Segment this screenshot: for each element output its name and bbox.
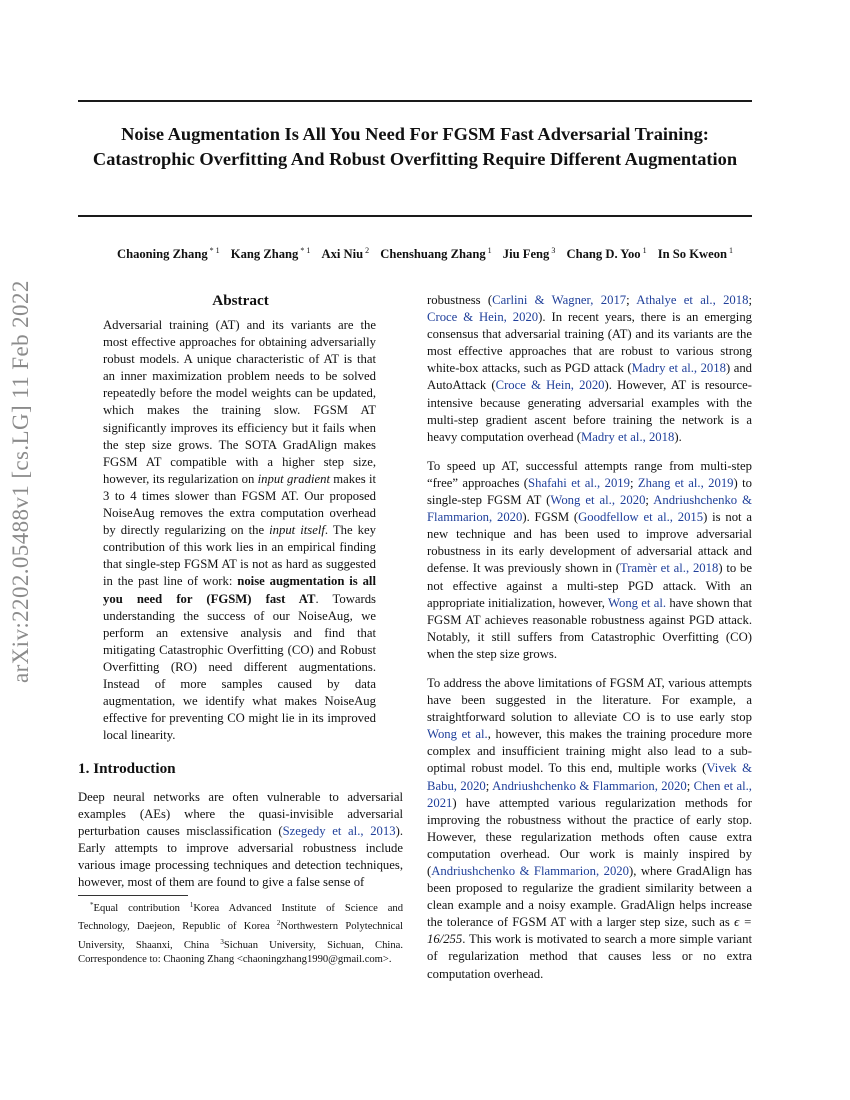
citation-link[interactable]: Andriushchenko & Flammarion, 2020	[427, 493, 753, 525]
title-top-rule	[78, 100, 752, 102]
intro-paragraph: To speed up AT, successful attempts range from multi-step “free” approaches (Shafahi et al., 2019; Zhang et al., 2019) to single-step FGSM AT (Wong et al., 2020; Andriushchenko & Flammarion, 2020). FGSM (Goodfellow et al., 2015) is not a new technique and has been used to improve adversarial robustness in its early development of adversarial attack and defense. It was previously shown in (Tramèr et al., 2018) to be not effective against a multi-step PGD attack. With an appropriate initialization, however, Wong et al. have shown that FGSM AT achieves reasonable robustness against PGD attack. Notably, it still suffers from Catastrophic Overfitting (CO) when the step size grows.	[427, 458, 753, 661]
citation-link[interactable]: Andriushchenko & Flammarion, 2020	[492, 778, 687, 793]
author: Chenshuang Zhang $^1$	[380, 246, 492, 261]
citation-link[interactable]: Athalye et al., 2018	[636, 293, 749, 307]
title-bottom-rule	[78, 215, 752, 217]
citation-link[interactable]: Chen et al., 2021	[427, 778, 752, 810]
citation-link[interactable]: Vivek & Babu, 2020	[427, 761, 752, 793]
author: Axi Niu $^2$	[321, 246, 370, 261]
citation-link[interactable]: Andriushchenko & Flammarion, 2020	[431, 864, 629, 878]
paper-title: Noise Augmentation Is All You Need For FGSM Fast Adversarial Training: Catastrophic Overfitting And Robust Overfitting Require Different Augmentation	[92, 124, 738, 169]
abstract-text: Adversarial training (AT) and its variants are the most effective approaches for obtaining adversarially robust models. A unique characteristic of AT is that an inner maximization problem needs to be solved repeatedly before the model weights can be updated, which makes the training slow. FGSM AT significantly improves its efficiency but it fails when the step size grows. The SOTA GradAlign makes FGSM AT compatible with a higher step size, however, its regularization on input gradient makes it 3 to 4 times slower than FGSM AT. Our proposed NoiseAug removes the extra computation overhead by directly regularizing on the input itself. The key contribution of this work lies in an empirical finding that single-step FGSM AT is not as hard as suggested in the past line of work: noise augmentation is all you need for (FGSM) fast AT. Towards understanding the success of our NoiseAug, we perform an extensive analysis and find that mitigating Catastrophic Overfitting (CO) and Robust Overfitting (RO) need different augmentations. Instead of more samples caused by data augmentation, we identify what makes NoiseAug effective for preventing CO might lie in its improved local linearity.	[103, 318, 376, 743]
author: Jiu Feng $^3$	[502, 246, 556, 261]
citation-link[interactable]: Goodfellow et al., 2015	[578, 510, 704, 525]
citation-link[interactable]: Wong et al.	[427, 727, 488, 742]
citation-link[interactable]: Madry et al., 2018	[631, 361, 726, 376]
author: Chang D. Yoo $^1$	[566, 246, 647, 261]
citation-link[interactable]: Croce & Hein, 2020	[427, 310, 539, 325]
citation-link[interactable]: Shafahi et al., 2019	[528, 475, 630, 490]
intro-paragraph: Deep neural networks are often vulnerable to adversarial examples (AEs) where the quasi-invisible adversarial perturbation causes misclassification (Szegedy et al., 2013). Early attempts to improve adversarial robustness include various image processing techniques and detection techniques, however, most of them are found to give a false sense of	[78, 790, 403, 890]
author: Chaoning Zhang $^{* 1}$	[116, 246, 220, 261]
citation-link[interactable]: Croce & Hein, 2020	[495, 378, 605, 393]
section-heading-introduction: 1. Introduction	[78, 760, 176, 777]
author: Kang Zhang $^{* 1}$	[230, 246, 311, 261]
citation-link[interactable]: Wong et al.	[608, 595, 667, 610]
citation-link[interactable]: Carlini & Wagner, 2017	[492, 293, 627, 307]
footnote-divider	[78, 895, 188, 896]
intro-paragraph: robustness (Carlini & Wagner, 2017; Athalye et al., 2018; Croce & Hein, 2020). In recent years, there is an emerging consensus that adversarial training (AT) and its variants are the most effective approaches that are robust to various strong white-box attacks, such as PGD attack (Madry et al., 2018) and AutoAttack (Croce & Hein, 2020). However, AT is resource-intensive because generating adversarial examples with the multi-step gradient ascent before training the network is a heavy computation overhead (Madry et al., 2018).	[427, 293, 753, 444]
arxiv-identifier-stamp: arXiv:2202.05488v1 [cs.LG] 11 Feb 2022	[8, 280, 33, 683]
author: In So Kweon $^1$	[657, 246, 734, 261]
right-column	[427, 292, 752, 995]
affiliation-footnote: *Equal contribution $^1$Korea Advanced Institute of Science and Technology, Daejeon, Republic of Korea $^2$Northwestern Polytechnical University, Shaanxi, China $^3$Sichuan University, Sichuan, China. Correspondence to: Chaoning Zhang <chaoningzhang1990@gmail.com>.	[78, 901, 404, 966]
step-size-formula: ϵ = 16/255	[427, 915, 752, 947]
citation-link[interactable]: Szegedy et al., 2013	[282, 824, 396, 839]
citation-link[interactable]: Wong et al., 2020	[550, 493, 646, 508]
citation-link[interactable]: Madry et al., 2018	[580, 429, 675, 444]
citation-link[interactable]: Zhang et al., 2019	[637, 475, 734, 490]
author-list	[60, 246, 790, 262]
abstract-heading: Abstract	[212, 292, 269, 309]
citation-link[interactable]: Tramèr et al., 2018	[620, 561, 719, 576]
intro-paragraph: To address the above limitations of FGSM AT, various attempts have been suggested in the literature. For example, a straightforward solution to alleviate CO is to use early stop Wong et al., however, this makes the training procedure more complex and insufficient training might also lead to a sub-optimal robust model. To this end, multiple works (Vivek & Babu, 2020; Andriushchenko & Flammarion, 2020; Chen et al., 2021) have attempted various regularization methods for improving the robustness without the practice of early stop. However, these regularization methods often cause extra computation overhead. Our work is mainly inspired by (Andriushchenko & Flammarion, 2020), where GradAlign has been proposed to regularize the gradient similarity between a clean example and a noisy example. GradAlign helps increase the tolerance of FGSM AT with a larger step size, such as ϵ = 16/255. This work is motivated to search a more simple variant of regularization method that causes less or no extra computation overhead.	[427, 675, 752, 981]
